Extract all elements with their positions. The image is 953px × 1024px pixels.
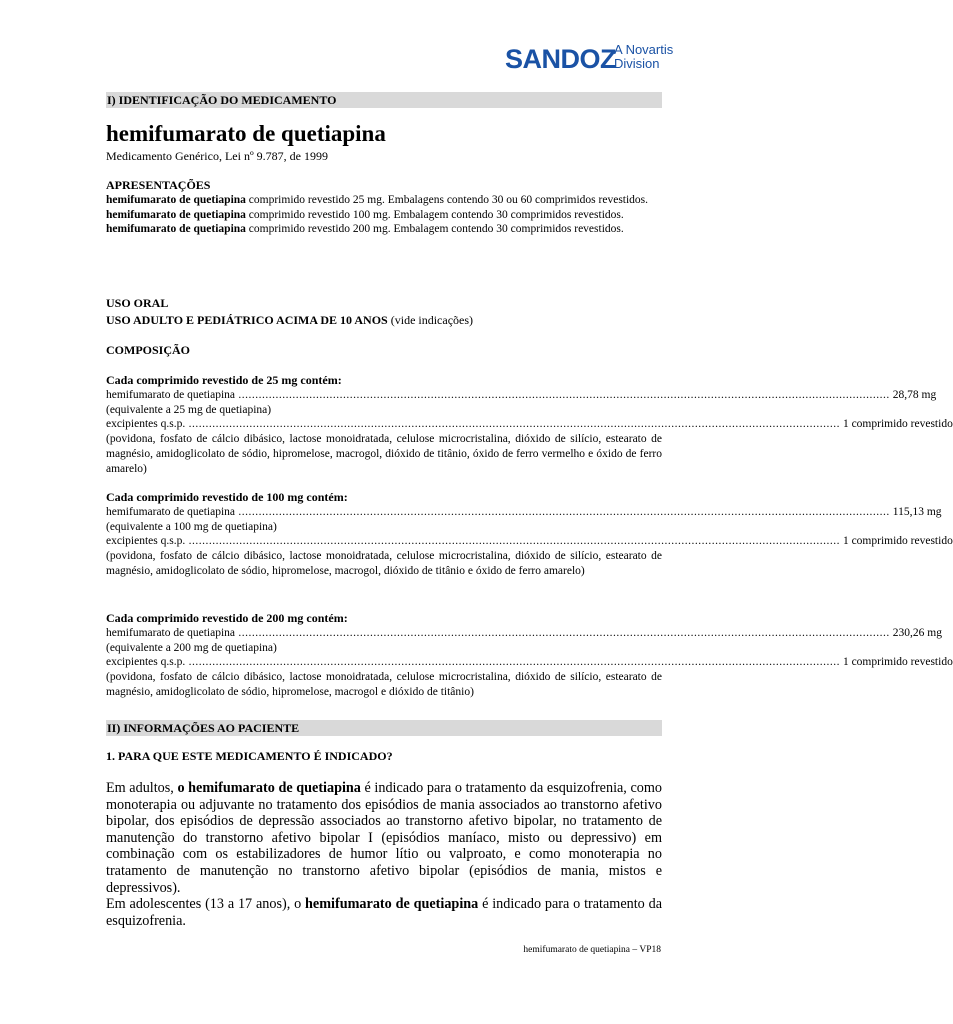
question-heading: 1. PARA QUE ESTE MEDICAMENTO É INDICADO? — [106, 749, 393, 763]
composicao-title: Cada comprimido revestido de 100 mg contém: — [106, 490, 348, 504]
composicao-block-25 — [106, 372, 953, 476]
product-name: o hemifumarato de quetiapina — [177, 780, 361, 796]
ingredient-line: hemifumarato de quetiapina ................................................................................................................................................................................................. 230,26 mg — [106, 627, 942, 639]
ingredient-name: hemifumarato de quetiapina — [106, 506, 236, 518]
document-subtitle: Medicamento Genérico, Lei nº 9.787, de 1999 — [106, 149, 328, 163]
excipient-line: excipientes q.s.p. ................................................................................................................................................................................................. 1 comprimido revestido — [106, 535, 953, 548]
apresentacao-item — [106, 222, 662, 237]
excipient-name: excipientes q.s.p. — [106, 418, 186, 431]
composicao-title: Cada comprimido revestido de 25 mg contém: — [106, 373, 342, 387]
uso-adulto — [106, 313, 473, 328]
ingredient-line: hemifumarato de quetiapina ................................................................................................................................................................................................. 115,13 mg — [106, 506, 942, 518]
apresentacoes-heading: APRESENTAÇÕES — [106, 178, 211, 192]
text-run: Em adultos, — [106, 780, 178, 796]
excipient-list: (povidona, fosfato de cálcio dibásico, lactose monoidratada, celulose microcristalina, dióxido de silício, estearato de magnésio, amidoglicolato de sódio, hipromelose, macrogol e dióxido de titânio) — [106, 671, 662, 698]
equivalent-text: (equivalente a 100 mg de quetiapina) — [106, 520, 277, 533]
apresentacao-text: comprimido revestido 25 mg. Embalagens contendo 30 ou 60 comprimidos revestidos. — [245, 194, 649, 206]
product-name: hemifumarato de quetiapina — [106, 208, 246, 221]
footer-separator: – — [630, 945, 640, 955]
footer-code: VP18 — [639, 945, 661, 955]
apresentacao-text: comprimido revestido 200 mg. Embalagem contendo 30 comprimidos revestidos. — [245, 223, 624, 236]
product-name: hemifumarato de quetiapina — [106, 223, 246, 236]
composicao-title: Cada comprimido revestido de 200 mg contém: — [106, 611, 348, 625]
ingredient-name: hemifumarato de quetiapina — [106, 389, 236, 401]
footer-name: hemifumarato de quetiapina — [523, 945, 630, 955]
indication-adults — [106, 780, 662, 896]
ingredient-value: 115,13 mg — [892, 506, 942, 518]
sandoz-logo — [505, 42, 685, 76]
page-footer — [475, 944, 661, 956]
ingredient-value: 230,26 mg — [892, 627, 942, 639]
apresentacao-item — [106, 193, 662, 208]
excipient-name: excipientes q.s.p. — [106, 535, 186, 548]
apresentacao-item — [106, 208, 662, 223]
composicao-block-100 — [106, 489, 953, 579]
ingredient-line: hemifumarato de quetiapina ................................................................................................................................................................................................. 28,78 mg — [106, 389, 937, 401]
product-name: hemifumarato de quetiapina — [305, 896, 479, 913]
text-run: é indicado para o tratamento da esquizofrenia. — [106, 896, 662, 929]
excipient-name: excipientes q.s.p. — [106, 656, 186, 669]
uso-adulto-note: (vide indicações) — [387, 313, 474, 327]
excipient-line: excipientes q.s.p. ................................................................................................................................................................................................. 1 comprimido revestido — [106, 418, 953, 431]
ingredient-name: hemifumarato de quetiapina — [106, 627, 236, 639]
indication-adolescents — [106, 896, 662, 929]
section-heading-informacoes: II) INFORMAÇÕES AO PACIENTE — [106, 720, 662, 736]
text-run: é indicado para o tratamento da esquizofrenia, como monoterapia ou adjuvante no tratamento dos episódios de mania associados ao transtorno afetivo bipolar, dos episódios de depressão associados ao transtorno afetivo bipolar, no tratamento de manutenção do transtorno afetivo bipolar I (episódios maníaco, misto ou depressivo) em combinação com os estabilizadores de humor lítio ou valproato, e como monoterapia no tratamento de manutenção no transtorno afetivo bipolar (episódios de mania, mistos e depressivos). — [106, 780, 662, 896]
ingredient-value: 28,78 mg — [892, 389, 937, 401]
section-heading-identificacao: I) IDENTIFICAÇÃO DO MEDICAMENTO — [106, 92, 662, 108]
excipient-value: 1 comprimido revestido — [842, 656, 953, 669]
product-name: hemifumarato de quetiapina — [106, 194, 246, 206]
excipient-list: (povidona, fosfato de cálcio dibásico, lactose monoidratada, celulose microcristalina, dióxido de silício, estearato de magnésio, amidoglicolato de sódio, hipromelose, macrogol, dióxido de titânio, óxido de ferro vermelho e óxido de ferro amarelo) — [106, 433, 662, 475]
composicao-heading: COMPOSIÇÃO — [106, 343, 190, 357]
logo-line2: Division — [614, 56, 660, 71]
apresentacoes-list — [106, 193, 662, 237]
text-run: Em adolescentes (13 a 17 anos), o — [106, 896, 306, 913]
apresentacao-text: comprimido revestido 100 mg. Embalagem contendo 30 comprimidos revestidos. — [245, 208, 624, 221]
composicao-block-200 — [106, 610, 953, 700]
logo-brand: SANDOZ — [505, 44, 616, 74]
excipient-value: 1 comprimido revestido — [842, 418, 953, 431]
excipient-value: 1 comprimido revestido — [842, 535, 953, 548]
excipient-list: (povidona, fosfato de cálcio dibásico, lactose monoidratada, celulose microcristalina, dióxido de silício, estearato de magnésio, amidoglicolato de sódio, hipromelose, macrogol, dióxido de titânio e óxido de ferro amarelo) — [106, 550, 662, 577]
logo-subtitle — [614, 43, 673, 71]
logo-line1: A Novartis — [614, 42, 674, 57]
indication-text — [106, 780, 662, 929]
equivalent-text: (equivalente a 200 mg de quetiapina) — [106, 641, 277, 654]
document-title: hemifumarato de quetiapina — [106, 121, 386, 146]
uso-oral: USO ORAL — [106, 296, 169, 310]
uso-adulto-text: USO ADULTO E PEDIÁTRICO ACIMA DE 10 ANOS — [106, 313, 388, 327]
excipient-line: excipientes q.s.p. ................................................................................................................................................................................................. 1 comprimido revestido — [106, 656, 953, 669]
equivalent-text: (equivalente a 25 mg de quetiapina) — [106, 403, 272, 416]
